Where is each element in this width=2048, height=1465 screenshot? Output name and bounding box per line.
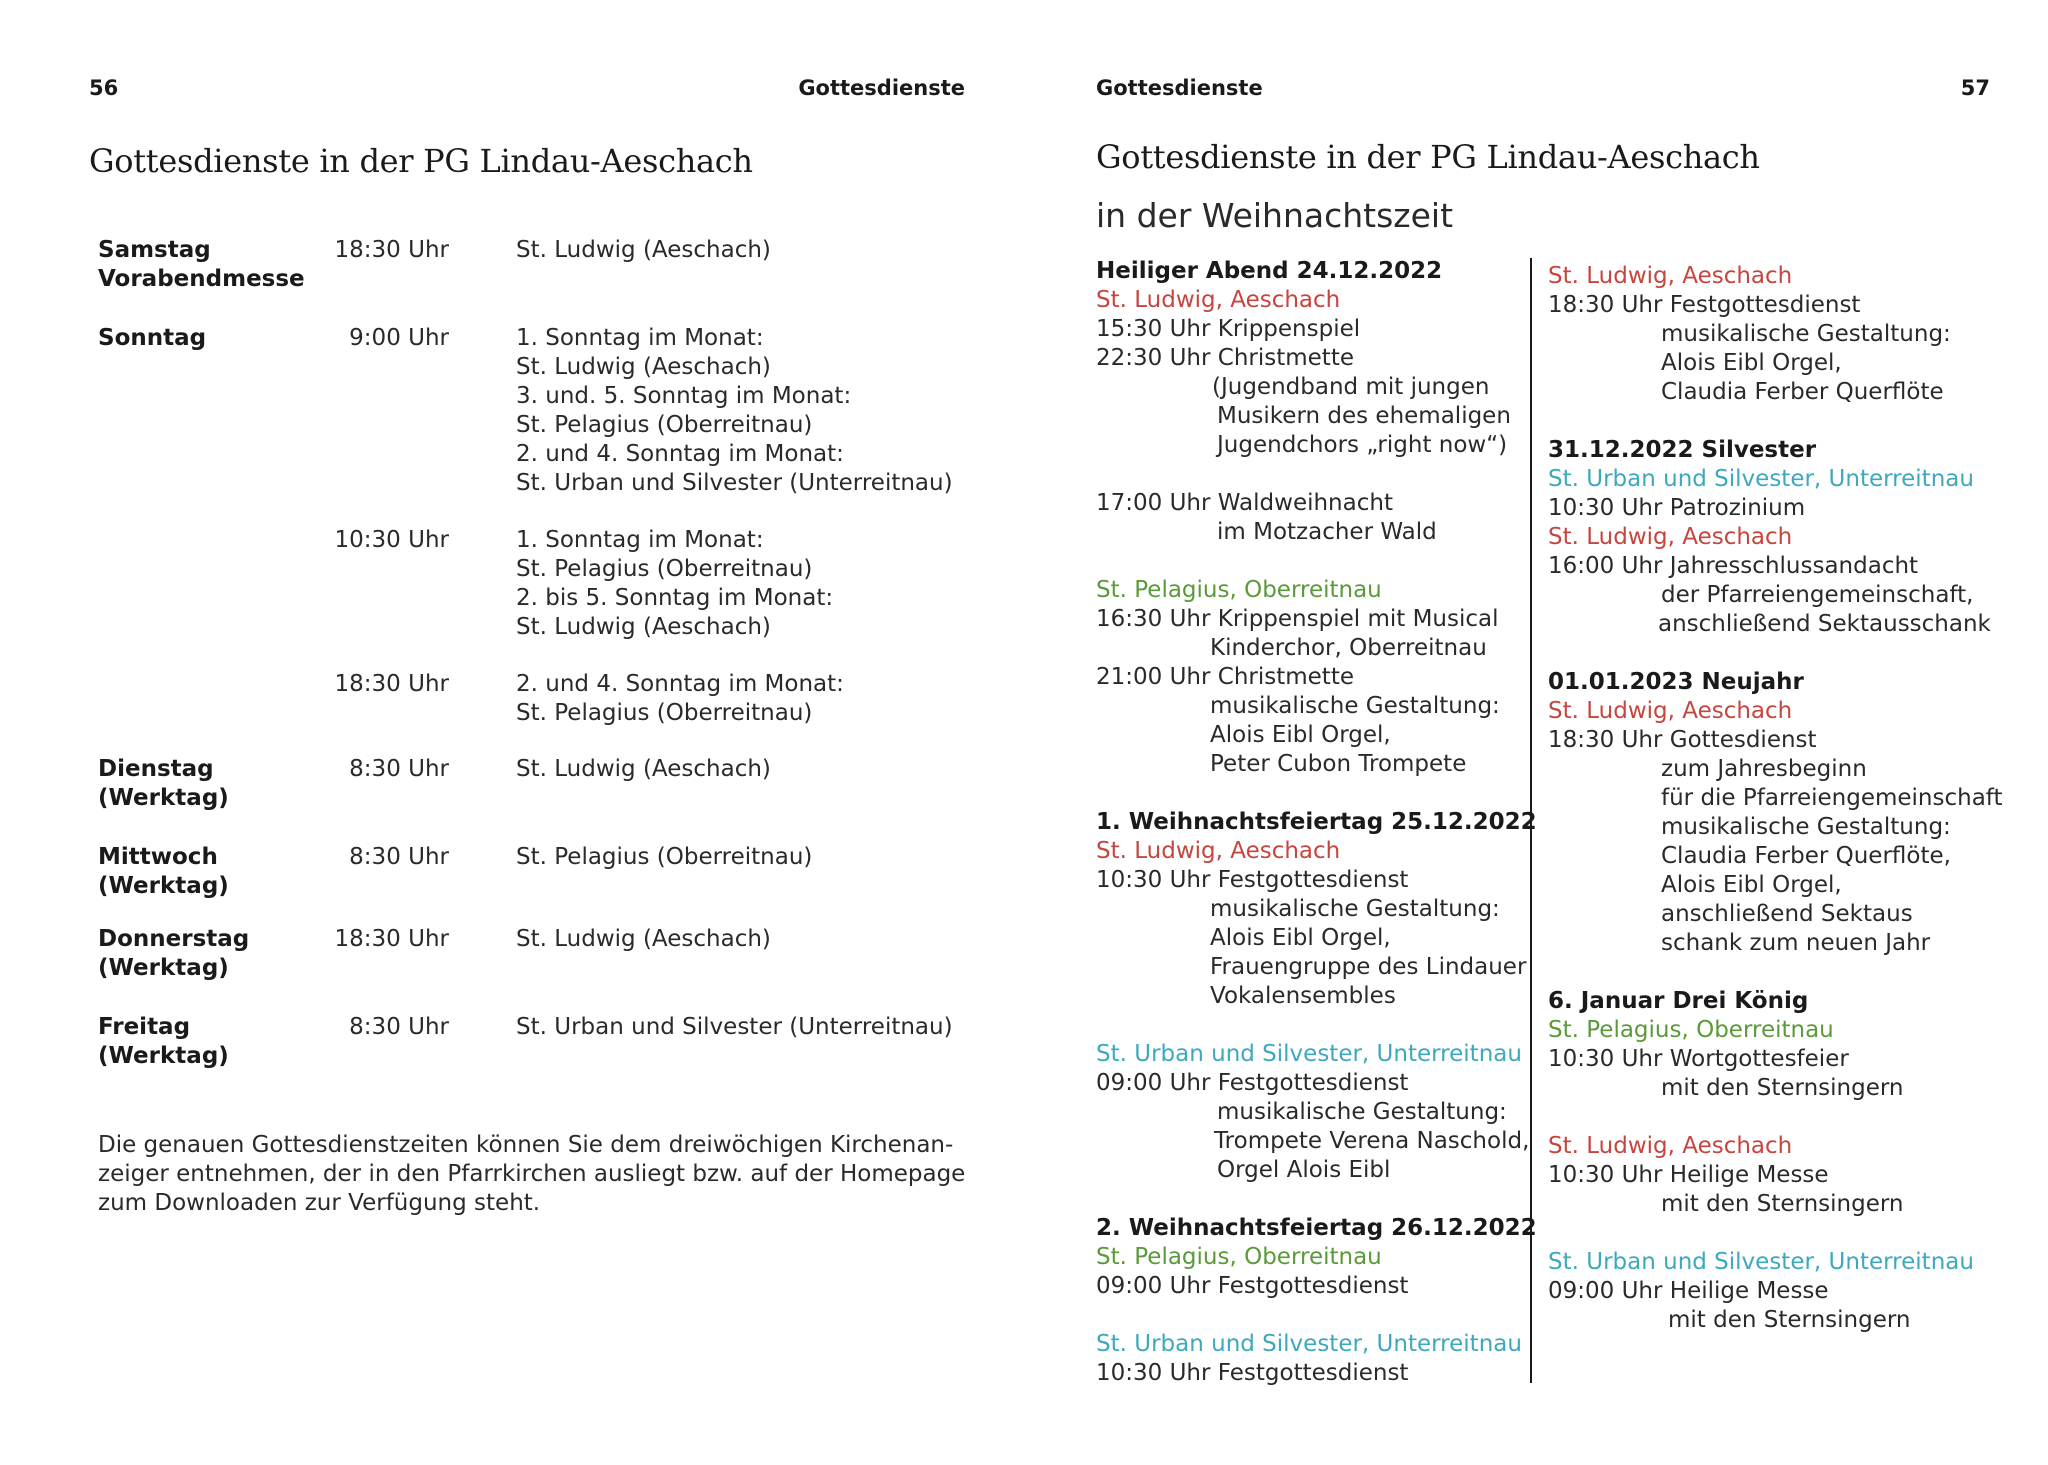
schedule-place-line: St. Pelagius (Oberreitnau) (516, 412, 813, 438)
event-title: Heiliger Abend 24.12.2022 (1096, 258, 1443, 284)
service-line: anschließend Sektaus (1661, 901, 1913, 927)
schedule-place-line: St. Urban und Silvester (Unterreitnau) (516, 470, 953, 496)
service-line: Claudia Ferber Querflöte (1661, 379, 1944, 405)
service-line: Orgel Alois Eibl (1217, 1157, 1391, 1183)
service-line: musikalische Gestaltung: (1210, 693, 1500, 719)
schedule-day-line: (Werktag) (98, 785, 229, 811)
event-title: 01.01.2023 Neujahr (1548, 669, 1804, 695)
schedule-places (516, 843, 812, 872)
schedule-day (98, 324, 206, 353)
event-block (1096, 1214, 1537, 1388)
schedule-place-line: 2. bis 5. Sonntag im Monat: (516, 585, 834, 611)
service-line: Alois Eibl Orgel, (1210, 925, 1391, 951)
church-location: St. Urban und Silvester, Unterreitnau (1548, 1249, 1974, 1275)
event-title: 6. Januar Drei König (1548, 988, 1809, 1014)
event-title: 2. Weihnachtsfeiertag 26.12.2022 (1096, 1215, 1537, 1241)
schedule-place-line: St. Urban und Silvester (Unterreitnau) (516, 1014, 953, 1040)
schedule-place-line: St. Ludwig (Aeschach) (516, 237, 771, 263)
schedule-place-line: 2. und 4. Sonntag im Monat: (516, 441, 844, 467)
page-title-right: Gottesdienste in der PG Lindau-Aeschach (1096, 138, 1760, 176)
schedule-day (98, 925, 249, 983)
schedule-place-line: St. Ludwig (Aeschach) (516, 354, 771, 380)
christmas-column-2 (1548, 262, 2003, 1335)
church-location: St. Urban und Silvester, Unterreitnau (1548, 466, 1974, 492)
schedule-day-line: (Werktag) (98, 873, 229, 899)
event-title: 1. Weihnachtsfeiertag 25.12.2022 (1096, 809, 1537, 835)
service-line (1096, 460, 1537, 489)
schedule-place-line: 2. und 4. Sonntag im Monat: (516, 671, 844, 697)
schedule-day-line: Freitag (98, 1014, 191, 1040)
service-line: Claudia Ferber Querflöte, (1661, 843, 1951, 869)
service-line: im Motzacher Wald (1217, 519, 1437, 545)
service-line: zum Jahresbeginn (1661, 756, 1867, 782)
note-line: zum Downloaden zur Verfügung steht. (98, 1190, 541, 1216)
running-head-right: Gottesdienste (1096, 76, 1263, 100)
schedule-day-line: Vorabendmesse (98, 266, 305, 292)
schedule-place-line: St. Pelagius (Oberreitnau) (516, 556, 813, 582)
service-line: musikalische Gestaltung: (1661, 814, 1951, 840)
event-block (1548, 436, 2003, 639)
schedule-time: 18:30 Uhr (334, 237, 449, 263)
service-line: Alois Eibl Orgel, (1661, 872, 1842, 898)
church-location: St. Ludwig, Aeschach (1548, 524, 1793, 550)
service-line: (Jugendband mit jungen (1212, 374, 1490, 400)
service-line: 10:30 Uhr Festgottesdienst (1096, 1360, 1409, 1386)
church-location: St. Urban und Silvester, Unterreitnau (1096, 1331, 1522, 1357)
service-line: mit den Sternsingern (1668, 1307, 1911, 1333)
schedule-place-line: St. Pelagius (Oberreitnau) (516, 844, 813, 870)
service-line: 18:30 Uhr Festgottesdienst (1548, 292, 1861, 318)
schedule-day-line: Donnerstag (98, 926, 250, 952)
service-line: Alois Eibl Orgel, (1210, 722, 1391, 748)
service-line: musikalische Gestaltung: (1210, 896, 1500, 922)
church-location: St. Pelagius, Oberreitnau (1096, 577, 1382, 603)
schedule-day (98, 1013, 229, 1071)
schedule-place-line: St. Ludwig (Aeschach) (516, 756, 771, 782)
service-line: der Pfarreiengemeinschaft, (1661, 582, 1974, 608)
church-location: St. Pelagius, Oberreitnau (1548, 1017, 1834, 1043)
church-location: St. Pelagius, Oberreitnau (1096, 1244, 1382, 1270)
schedule-places (516, 324, 953, 498)
schedule-day (98, 843, 229, 901)
page-number-right: 57 (1960, 76, 1990, 100)
service-line: schank zum neuen Jahr (1661, 930, 1931, 956)
service-line: 09:00 Uhr Festgottesdienst (1096, 1273, 1409, 1299)
service-line: Peter Cubon Trompete (1210, 751, 1467, 777)
schedule-time: 9:00 Uhr (349, 325, 449, 351)
service-line: 17:00 Uhr Waldweihnacht (1096, 490, 1393, 516)
church-location: St. Ludwig, Aeschach (1096, 287, 1341, 313)
church-location: St. Ludwig, Aeschach (1548, 263, 1793, 289)
church-location: St. Urban und Silvester, Unterreitnau (1096, 1041, 1522, 1067)
service-line: 10:30 Uhr Festgottesdienst (1096, 867, 1409, 893)
service-line: Kinderchor, Oberreitnau (1210, 635, 1487, 661)
service-line: Musikern des ehemaligen (1217, 403, 1511, 429)
schedule-places (516, 670, 844, 728)
schedule-day-line: Sonntag (98, 325, 207, 351)
schedule-day-line: (Werktag) (98, 1043, 229, 1069)
service-line: Frauengruppe des Lindauer (1210, 954, 1527, 980)
schedule-day-line: Samstag (98, 237, 211, 263)
service-line: mit den Sternsingern (1661, 1191, 1904, 1217)
service-line: 15:30 Uhr Krippenspiel (1096, 316, 1361, 342)
schedule-places (516, 925, 771, 954)
schedule-time: 8:30 Uhr (349, 1014, 449, 1040)
schedule-place-line: 3. und. 5. Sonntag im Monat: (516, 383, 852, 409)
service-line: Jugendchors „right now“) (1217, 432, 1508, 458)
service-line: 09:00 Uhr Festgottesdienst (1096, 1070, 1409, 1096)
running-head-left: Gottesdienste (798, 76, 965, 100)
schedule-day (98, 755, 229, 813)
schedule-day-line: Dienstag (98, 756, 214, 782)
page-number-left: 56 (89, 76, 119, 100)
service-line: 10:30 Uhr Wortgottesfeier (1548, 1046, 1849, 1072)
service-line: 10:30 Uhr Heilige Messe (1548, 1162, 1829, 1188)
schedule-time: 18:30 Uhr (334, 671, 449, 697)
service-line: für die Pfarreiengemeinschaft (1661, 785, 2003, 811)
schedule-place-line: St. Ludwig (Aeschach) (516, 614, 771, 640)
church-location: St. Ludwig, Aeschach (1548, 1133, 1793, 1159)
schedule-day-line: (Werktag) (98, 955, 229, 981)
service-line: musikalische Gestaltung: (1661, 321, 1951, 347)
schedule-time: 8:30 Uhr (349, 756, 449, 782)
service-line: Trompete Verena Naschold, (1214, 1128, 1530, 1154)
service-line: musikalische Gestaltung: (1217, 1099, 1507, 1125)
service-line: mit den Sternsingern (1661, 1075, 1904, 1101)
schedule-time: 10:30 Uhr (334, 527, 449, 553)
page-subtitle-right: in der Weihnachtszeit (1096, 196, 1454, 235)
schedule-day-line: Mittwoch (98, 844, 218, 870)
christmas-column-1 (1096, 257, 1537, 1388)
schedule-place-line: St. Pelagius (Oberreitnau) (516, 700, 813, 726)
schedule-place-line: 1. Sonntag im Monat: (516, 325, 764, 351)
schedule-time: 8:30 Uhr (349, 844, 449, 870)
spacer (1096, 547, 1537, 576)
schedule-note (98, 1131, 965, 1218)
service-line: 21:00 Uhr Christmette (1096, 664, 1354, 690)
event-block (1548, 262, 2003, 407)
schedule-places (516, 755, 771, 784)
event-block (1548, 668, 2003, 958)
schedule-place-line: 1. Sonntag im Monat: (516, 527, 764, 553)
schedule-places (516, 1013, 953, 1042)
spacer (1096, 1011, 1537, 1040)
schedule-place-line: St. Ludwig (Aeschach) (516, 926, 771, 952)
service-line: anschließend Sektausschank (1658, 611, 1991, 637)
event-block (1096, 808, 1537, 1185)
spacer (1548, 1219, 2003, 1248)
church-location: St. Ludwig, Aeschach (1548, 698, 1793, 724)
service-line: 22:30 Uhr Christmette (1096, 345, 1354, 371)
service-line: Alois Eibl Orgel, (1661, 350, 1842, 376)
event-block (1096, 257, 1537, 779)
service-line: 16:00 Uhr Jahresschlussandacht (1548, 553, 1919, 579)
service-line: 18:30 Uhr Gottesdienst (1548, 727, 1817, 753)
spacer (1096, 1301, 1537, 1330)
service-line: 10:30 Uhr Patrozinium (1548, 495, 1806, 521)
event-block (1548, 987, 2003, 1335)
service-line: Vokalensembles (1210, 983, 1396, 1009)
church-location: St. Ludwig, Aeschach (1096, 838, 1341, 864)
schedule-time: 18:30 Uhr (334, 926, 449, 952)
note-line: zeiger entnehmen, der in den Pfarrkirchen ausliegt bzw. auf der Homepage (98, 1161, 966, 1187)
service-line: 16:30 Uhr Krippenspiel mit Musical (1096, 606, 1499, 632)
service-line: 09:00 Uhr Heilige Messe (1548, 1278, 1829, 1304)
page-title-left: Gottesdienste in der PG Lindau-Aeschach (89, 142, 753, 180)
schedule-places (516, 526, 833, 642)
note-line: Die genauen Gottesdienstzeiten können Sie dem dreiwöchigen Kirchenan- (98, 1132, 954, 1158)
spacer (1548, 1103, 2003, 1132)
schedule-places (516, 236, 771, 265)
event-title: 31.12.2022 Silvester (1548, 437, 1817, 463)
